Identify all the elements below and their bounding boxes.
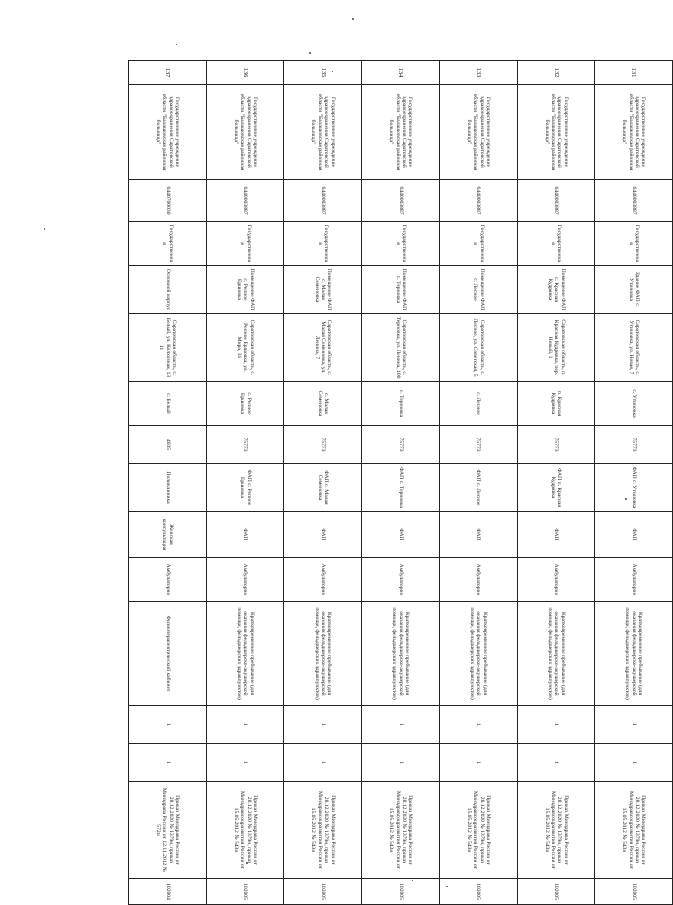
table-row bbox=[206, 61, 284, 905]
cell-address: Саратовская область, п. Красная Кудрявка, пер. Новый, 1 bbox=[517, 314, 595, 382]
cell-care-form: Амбулаторно bbox=[439, 558, 517, 602]
cell-settlement: с. Белый bbox=[129, 382, 207, 426]
cell-count-a: 1 bbox=[284, 706, 362, 744]
cell-count-b: 1 bbox=[517, 744, 595, 782]
cell-address: Саратовская область, с. Терновка, ул. Ленина, 100 bbox=[362, 314, 440, 382]
cell-count-a: 1 bbox=[439, 706, 517, 744]
cell-code: 6440003887 bbox=[206, 180, 284, 222]
cell-type: ФАП bbox=[595, 512, 673, 558]
cell-okato: 75773 bbox=[362, 426, 440, 464]
cell-organization: Государственное учреждение здравоохранения Саратовской области "Балашовская районная больница" bbox=[439, 85, 517, 180]
cell-basis: Приказ Минздрава России от 28.12.2020 № 1379н, приказ Минздравсоцразвития России от 15.05.2012 № 543н bbox=[439, 782, 517, 879]
cell-ownership: Государственная bbox=[284, 222, 362, 266]
cell-services: Кратковременное пребывание (для оказания фельдшерско-акушерской помощи, фельдшерских здравпунктов) bbox=[284, 602, 362, 706]
cell-type: ФАП bbox=[439, 512, 517, 558]
cell-care-form: Амбулаторно bbox=[595, 558, 673, 602]
cell-premises: Основной корпус bbox=[129, 266, 207, 314]
cell-address: Саратовская область, с. Утиновка, ул. Новая, 7 bbox=[595, 314, 673, 382]
cell-settlement: с. Лесное bbox=[439, 382, 517, 426]
cell-services: Кратковременное пребывание (для оказания фельдшерско-акушерской помощи, фельдшерских здравпунктов) bbox=[362, 602, 440, 706]
cell-type: ФАП bbox=[362, 512, 440, 558]
cell-unit: ФАП с. Малая Семеновка bbox=[284, 464, 362, 512]
scan-speck bbox=[44, 228, 45, 230]
cell-address: Саратовская область, с. Репное Ершовка, ул. Мира, 31 bbox=[206, 314, 284, 382]
cell-code: 6440003887 bbox=[362, 180, 440, 222]
registry-table bbox=[128, 60, 673, 905]
cell-code: 6440003887 bbox=[595, 180, 673, 222]
cell-care-form: Амбулаторно bbox=[517, 558, 595, 602]
cell-premises: Помещение ФАП с. Лесное bbox=[439, 266, 517, 314]
cell-id: 133 bbox=[439, 61, 517, 85]
cell-organization: Государственное учреждение здравоохранения Саратовской области "Балашовская районная больница" bbox=[517, 85, 595, 180]
table-row bbox=[439, 61, 517, 905]
cell-ownership: Государственная bbox=[129, 222, 207, 266]
cell-settlement: с. Малая Семеновка bbox=[284, 382, 362, 426]
cell-organization: Государственное учреждение здравоохранения Саратовской области "Балашовская районная больница" bbox=[206, 85, 284, 180]
cell-count-b: 1 bbox=[595, 744, 673, 782]
cell-code2: 102005 bbox=[362, 879, 440, 905]
table-row bbox=[517, 61, 595, 905]
cell-count-b: 1 bbox=[439, 744, 517, 782]
cell-basis: Приказ Минздрава России от 28.12.2020 № 1379н, приказ Минздравсоцразвития России от 15.05.2012 № 543н bbox=[517, 782, 595, 879]
cell-organization: Государственное учреждение здравоохранения Саратовской области "Балашовская районная больница" bbox=[595, 85, 673, 180]
cell-okato: 75773 bbox=[595, 426, 673, 464]
cell-organization: Государственное учреждение здравоохранения Саратовской области "Балашовская районная больница" bbox=[362, 85, 440, 180]
cell-care-form: Амбулаторно bbox=[129, 558, 207, 602]
cell-okato: 75773 bbox=[206, 426, 284, 464]
scan-speck bbox=[309, 52, 311, 54]
cell-code2: 102005 bbox=[595, 879, 673, 905]
cell-code2: 102005 bbox=[517, 879, 595, 905]
cell-count-a: 1 bbox=[206, 706, 284, 744]
cell-services: Кратковременное пребывание (для оказания фельдшерско-акушерской помощи, фельдшерских здравпунктов) bbox=[206, 602, 284, 706]
cell-unit: Поликлиника bbox=[129, 464, 207, 512]
cell-unit: ФАП с. Терновка bbox=[362, 464, 440, 512]
cell-address: Саратовская область, с. Лесное, ул. Советская, 5 bbox=[439, 314, 517, 382]
cell-type: Женская консультация bbox=[129, 512, 207, 558]
cell-ownership: Государственная bbox=[517, 222, 595, 266]
scan-speck bbox=[176, 44, 177, 45]
cell-count-a: 1 bbox=[517, 706, 595, 744]
cell-services: Кратковременное пребывание (для оказания фельдшерско-акушерской помощи, фельдшерских здравпунктов) bbox=[517, 602, 595, 706]
cell-code: 6440003887 bbox=[517, 180, 595, 222]
cell-type: ФАП bbox=[517, 512, 595, 558]
cell-id: 136 bbox=[206, 61, 284, 85]
cell-type: ФАП bbox=[206, 512, 284, 558]
cell-count-b: 1 bbox=[129, 744, 207, 782]
cell-okato: 4035 bbox=[129, 426, 207, 464]
cell-id: 137 bbox=[129, 61, 207, 85]
cell-basis: Приказ Минздрава России от 28.12.2020 № 1379н, приказ Минздравсоцразвития России от 15.05.2012 № 543н bbox=[206, 782, 284, 879]
cell-code: 6440700030 bbox=[129, 180, 207, 222]
cell-care-form: Амбулаторно bbox=[206, 558, 284, 602]
cell-unit: ФАП с. Лесное bbox=[439, 464, 517, 512]
cell-organization: Государственное учреждение здравоохранения Саратовской области "Балашовская районная больница" bbox=[284, 85, 362, 180]
cell-code2: 102005 bbox=[206, 879, 284, 905]
cell-id: 134 bbox=[362, 61, 440, 85]
cell-count-a: 1 bbox=[362, 706, 440, 744]
cell-settlement: с. Репное Ершовка bbox=[206, 382, 284, 426]
cell-ownership: Государственная bbox=[439, 222, 517, 266]
cell-ownership: Государственная bbox=[362, 222, 440, 266]
cell-address: Саратовская область, с. Белый, ул. Колхозная, 13 11 bbox=[129, 314, 207, 382]
cell-okato: 75773 bbox=[517, 426, 595, 464]
cell-type: ФАП bbox=[284, 512, 362, 558]
cell-okato: 75773 bbox=[439, 426, 517, 464]
cell-settlement: с. Утиновка bbox=[595, 382, 673, 426]
table-row bbox=[284, 61, 362, 905]
rotated-table-wrapper bbox=[128, 60, 673, 900]
cell-code2: 102005 bbox=[284, 879, 362, 905]
cell-settlement: п. Красная Кудрявка bbox=[517, 382, 595, 426]
cell-address: Саратовская область, с. Малая Семеновка, ул. Ленина, 7 bbox=[284, 314, 362, 382]
cell-basis: Приказ Минздрава России от 28.12.2020 № 1379н, приказ Минздравсоцразвития России от 15.05.2012 № 543н bbox=[284, 782, 362, 879]
cell-id: 131 bbox=[595, 61, 673, 85]
scan-speck bbox=[352, 18, 354, 20]
cell-code2: 102005 bbox=[439, 879, 517, 905]
cell-unit: ФАП с. Утиновка bbox=[595, 464, 673, 512]
cell-count-b: 1 bbox=[284, 744, 362, 782]
cell-unit: ФАП с. Репное Ершовка bbox=[206, 464, 284, 512]
cell-code2: 102004 bbox=[129, 879, 207, 905]
cell-care-form: Амбулаторно bbox=[284, 558, 362, 602]
cell-premises: Помещение ФАП с. Репное Ершовка bbox=[206, 266, 284, 314]
cell-count-a: 1 bbox=[595, 706, 673, 744]
cell-ownership: Государственная bbox=[595, 222, 673, 266]
cell-id: 132 bbox=[517, 61, 595, 85]
cell-care-form: Амбулаторно bbox=[362, 558, 440, 602]
table-row bbox=[595, 61, 673, 905]
cell-count-b: 1 bbox=[206, 744, 284, 782]
cell-count-b: 1 bbox=[362, 744, 440, 782]
table-row bbox=[362, 61, 440, 905]
cell-okato: 75773 bbox=[284, 426, 362, 464]
table-row bbox=[129, 61, 207, 905]
cell-code: 6440003887 bbox=[284, 180, 362, 222]
cell-ownership: Государственная bbox=[206, 222, 284, 266]
cell-services: Кратковременное пребывание (для оказания фельдшерско-акушерской помощи, фельдшерских здравпунктов) bbox=[595, 602, 673, 706]
cell-premises: Здание ФАП с. Утиновка bbox=[595, 266, 673, 314]
cell-premises: Помещение ФАП с. Красная Кудрявка bbox=[517, 266, 595, 314]
cell-services: Физиотерапевтический кабинет bbox=[129, 602, 207, 706]
cell-basis: Приказ Минздрава России от 28.12.2020 № 1379н, приказ Минздравсоцразвития России от 15.05.2012 № 543н bbox=[362, 782, 440, 879]
cell-code: 6440003887 bbox=[439, 180, 517, 222]
cell-id: 135 bbox=[284, 61, 362, 85]
cell-unit: ФАП п. Красная Кудрявка bbox=[517, 464, 595, 512]
cell-organization: Государственное учреждение здравоохранения Саратовской области "Балашовская районная больница" bbox=[129, 85, 207, 180]
cell-premises: Помещение ФАП с. Малая Семеновка bbox=[284, 266, 362, 314]
cell-services: Кратковременное пребывание (для оказания фельдшерско-акушерской помощи, фельдшерских здравпунктов) bbox=[439, 602, 517, 706]
cell-premises: Помещение ФАП с. Терновка bbox=[362, 266, 440, 314]
cell-basis: Приказ Минздрава России от 28.12.2020 № 1379н, приказ Минздрава России от 12.11.2012 № 572н bbox=[129, 782, 207, 879]
cell-settlement: с. Терновка bbox=[362, 382, 440, 426]
cell-basis: Приказ Минздрава России от 28.12.2020 № 1379н, приказ Минздравсоцразвития России от 15.05.2012 № 543н bbox=[595, 782, 673, 879]
cell-count-a: 1 bbox=[129, 706, 207, 744]
